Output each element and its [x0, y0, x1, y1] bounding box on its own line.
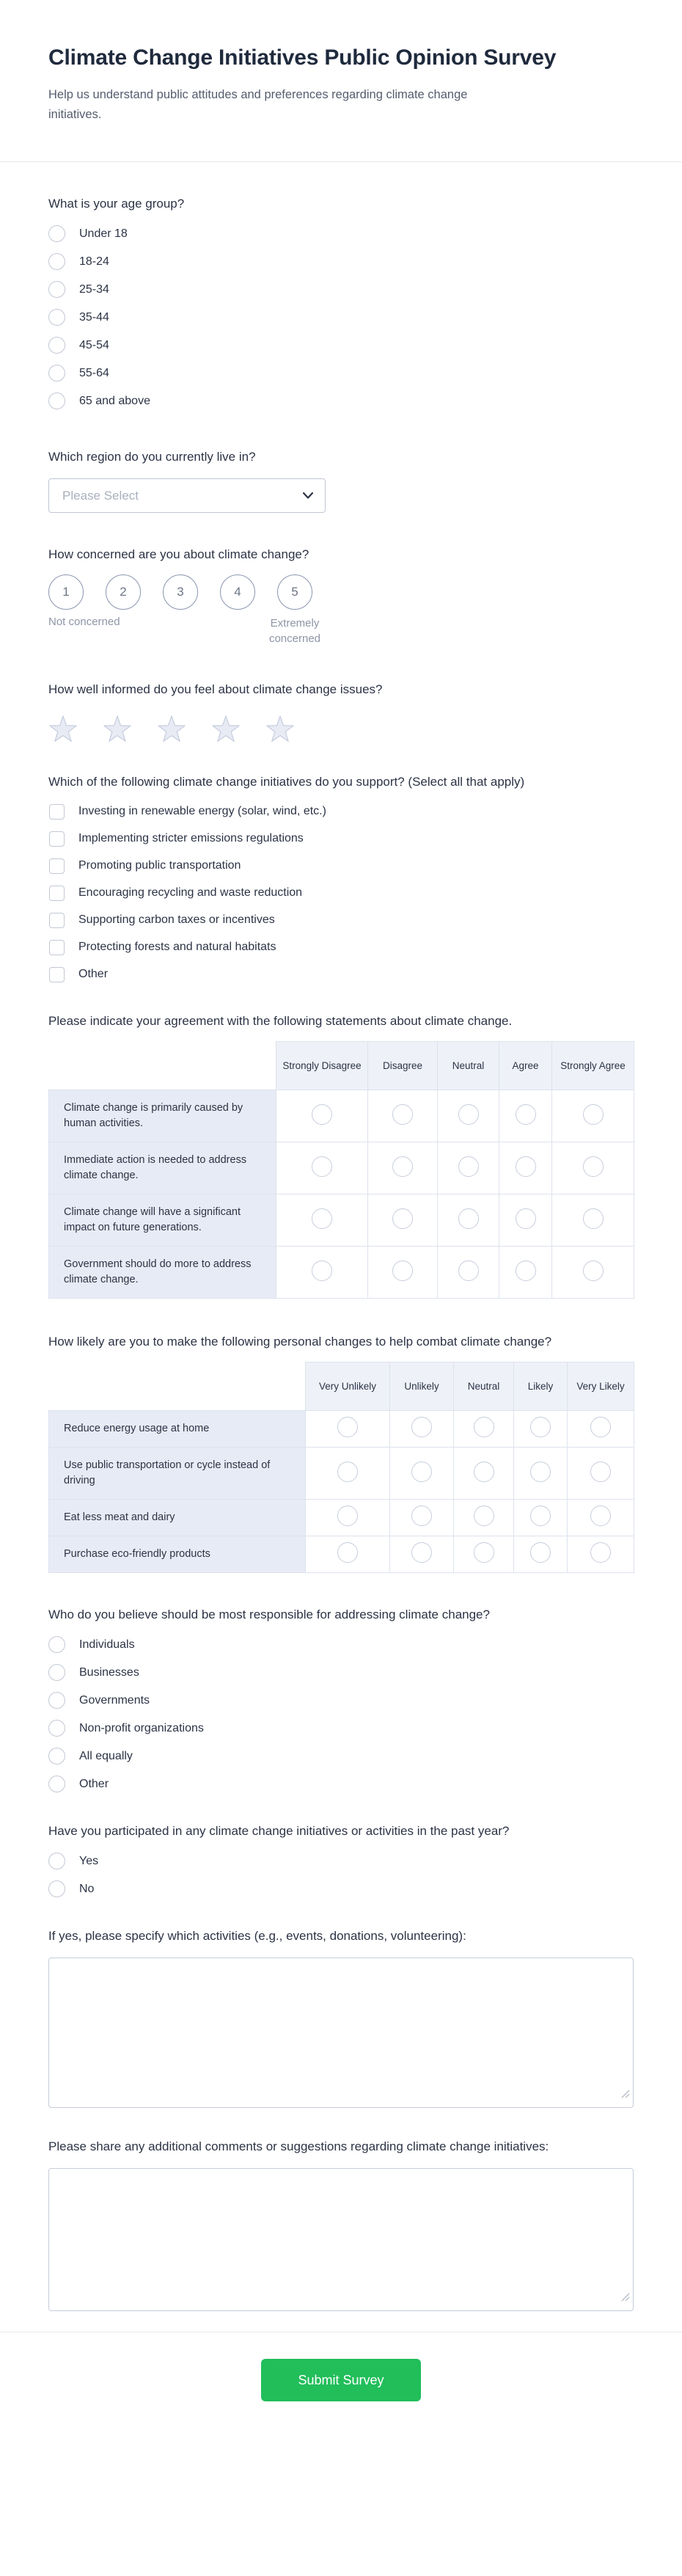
matrix-column-header-0: Very Unlikely — [306, 1362, 390, 1411]
question-participated — [48, 1822, 634, 1897]
responsible-option-5[interactable] — [48, 1776, 634, 1792]
matrix-cell — [514, 1500, 568, 1536]
question-age-group — [48, 194, 634, 409]
responsible-option-4[interactable] — [48, 1748, 634, 1765]
matrix-radio[interactable] — [516, 1156, 536, 1177]
radio-icon[interactable] — [48, 1853, 65, 1869]
option-label: 35-44 — [79, 310, 109, 324]
star-icon[interactable] — [157, 715, 186, 743]
star-rating — [48, 715, 634, 743]
matrix-cell — [276, 1194, 368, 1247]
matrix-cell — [454, 1536, 514, 1573]
matrix-radio[interactable] — [590, 1506, 611, 1526]
matrix-radio[interactable] — [312, 1156, 332, 1177]
matrix-radio[interactable] — [474, 1506, 494, 1526]
option-label: Governments — [79, 1693, 150, 1707]
form-header — [48, 0, 634, 125]
matrix-cell — [568, 1411, 634, 1448]
star-icon[interactable] — [265, 715, 295, 743]
radio-icon[interactable] — [48, 365, 65, 382]
radio-icon[interactable] — [48, 253, 65, 270]
radio-icon[interactable] — [48, 225, 65, 242]
matrix-column-header-3: Likely — [514, 1362, 568, 1411]
matrix-cell — [499, 1090, 552, 1142]
checkbox-icon[interactable] — [49, 831, 65, 847]
matrix-corner-cell — [49, 1042, 276, 1090]
radio-icon[interactable] — [48, 281, 65, 298]
question-label: How likely are you to make the following personal changes to help combat climate change? — [48, 1335, 552, 1349]
matrix-cell — [276, 1090, 368, 1142]
responsible-option-3[interactable] — [48, 1720, 634, 1737]
question-label: If yes, please specify which activities (e.g., events, donations, volunteering): — [48, 1929, 466, 1943]
question-label: Have you participated in any climate change initiatives or activities in the past year? — [48, 1824, 510, 1838]
comments-textarea[interactable] — [48, 2168, 634, 2311]
scale-max-label: Extremely concerned — [268, 617, 321, 645]
matrix-cell — [514, 1536, 568, 1573]
matrix-cell — [390, 1500, 454, 1536]
matrix-radio[interactable] — [474, 1542, 494, 1563]
checkbox-icon[interactable] — [49, 967, 65, 982]
matrix-row-2 — [49, 1500, 634, 1536]
option-label: Promoting public transportation — [78, 859, 241, 872]
resize-handle-icon[interactable] — [621, 2292, 630, 2305]
question-likelihood-matrix — [48, 1332, 634, 1573]
question-region — [48, 448, 634, 513]
age-option-2[interactable] — [48, 281, 634, 298]
scale-circle-5[interactable]: 5 — [277, 574, 312, 610]
checkbox-icon[interactable] — [49, 940, 65, 955]
matrix-cell — [390, 1448, 454, 1500]
matrix-cell — [438, 1142, 499, 1194]
matrix-cell — [552, 1194, 634, 1247]
matrix-radio[interactable] — [583, 1104, 604, 1125]
agreement-matrix-table — [48, 1041, 634, 1299]
matrix-radio[interactable] — [590, 1462, 611, 1482]
matrix-radio[interactable] — [411, 1462, 432, 1482]
matrix-row-label: Use public transportation or cycle instead of driving — [49, 1448, 306, 1500]
matrix-cell — [390, 1536, 454, 1573]
option-label: All equally — [79, 1749, 133, 1762]
matrix-cell — [390, 1411, 454, 1448]
star-icon[interactable] — [103, 715, 132, 743]
matrix-cell — [514, 1411, 568, 1448]
question-initiatives — [48, 773, 634, 982]
matrix-cell — [306, 1500, 390, 1536]
matrix-radio[interactable] — [337, 1417, 358, 1437]
radio-icon[interactable] — [48, 1636, 65, 1653]
matrix-radio[interactable] — [312, 1260, 332, 1281]
option-label: 55-64 — [79, 366, 109, 379]
matrix-radio[interactable] — [516, 1260, 536, 1281]
option-label: Encouraging recycling and waste reduction — [78, 886, 303, 899]
matrix-radio[interactable] — [583, 1156, 604, 1177]
initiatives-option-0[interactable] — [48, 803, 634, 820]
chevron-down-icon — [303, 492, 313, 499]
responsible-option-1[interactable] — [48, 1664, 634, 1681]
option-label: Non-profit organizations — [79, 1721, 204, 1734]
matrix-cell — [454, 1448, 514, 1500]
age-options — [48, 225, 634, 409]
matrix-radio[interactable] — [458, 1104, 479, 1125]
matrix-cell — [499, 1247, 552, 1299]
matrix-column-header-2: Neutral — [438, 1042, 499, 1090]
matrix-row-label: Climate change will have a significant impact on future generations. — [49, 1194, 276, 1247]
concern-scale — [48, 574, 342, 651]
matrix-cell — [568, 1448, 634, 1500]
matrix-column-header-0: Strongly Disagree — [276, 1042, 368, 1090]
region-select-placeholder: Please Select — [62, 488, 139, 503]
matrix-radio[interactable] — [392, 1104, 413, 1125]
matrix-cell — [438, 1090, 499, 1142]
age-option-4[interactable] — [48, 337, 634, 354]
checkbox-icon[interactable] — [49, 913, 65, 928]
responsible-options — [48, 1636, 634, 1792]
matrix-radio[interactable] — [392, 1208, 413, 1229]
comments-textarea-wrap — [48, 2168, 634, 2311]
age-option-1[interactable] — [48, 253, 634, 270]
matrix-column-header-1: Unlikely — [390, 1362, 454, 1411]
participated-options — [48, 1853, 634, 1897]
initiatives-option-4[interactable] — [48, 912, 634, 928]
question-responsible — [48, 1605, 634, 1792]
matrix-cell — [514, 1448, 568, 1500]
age-option-6[interactable] — [48, 393, 634, 409]
scale-labels — [48, 616, 342, 651]
matrix-radio[interactable] — [516, 1208, 536, 1229]
matrix-column-header-3: Agree — [499, 1042, 552, 1090]
page-subtitle: Help us understand public attitudes and preferences regarding climate change initiatives. — [48, 88, 468, 121]
matrix-radio[interactable] — [337, 1506, 358, 1526]
responsible-option-0[interactable] — [48, 1636, 634, 1653]
matrix-radio[interactable] — [530, 1506, 551, 1526]
matrix-radio[interactable] — [583, 1208, 604, 1229]
initiatives-option-3[interactable] — [48, 885, 634, 901]
option-label: 18-24 — [79, 255, 109, 268]
matrix-radio[interactable] — [530, 1542, 551, 1563]
radio-icon[interactable] — [48, 1776, 65, 1792]
matrix-cell — [499, 1194, 552, 1247]
matrix-row-label: Immediate action is needed to address climate change. — [49, 1142, 276, 1194]
question-label: Please share any additional comments or suggestions regarding climate change initiatives: — [48, 2139, 549, 2153]
initiatives-option-2[interactable] — [48, 858, 634, 874]
option-label: Other — [78, 968, 109, 980]
page-title: Climate Change Initiatives Public Opinion Survey — [48, 45, 557, 70]
scale-circle-4[interactable]: 4 — [220, 574, 255, 610]
option-label: Investing in renewable energy (solar, wind, etc.) — [78, 805, 326, 817]
submit-survey-button[interactable]: Submit Survey — [261, 2359, 421, 2401]
matrix-cell — [306, 1448, 390, 1500]
radio-icon[interactable] — [48, 1748, 65, 1765]
radio-icon[interactable] — [48, 1720, 65, 1737]
option-label: Businesses — [79, 1665, 139, 1679]
matrix-radio[interactable] — [530, 1417, 551, 1437]
scale-circles — [48, 574, 342, 610]
initiatives-options — [48, 803, 634, 982]
radio-icon[interactable] — [48, 1880, 65, 1897]
matrix-radio[interactable] — [392, 1156, 413, 1177]
option-label: No — [79, 1882, 95, 1895]
checkbox-icon[interactable] — [49, 858, 65, 874]
option-label: Implementing stricter emissions regulations — [78, 832, 304, 844]
radio-icon[interactable] — [48, 309, 65, 326]
likelihood-matrix-table — [48, 1362, 634, 1573]
matrix-cell — [568, 1536, 634, 1573]
matrix-cell — [368, 1247, 438, 1299]
question-label: Which region do you currently live in? — [48, 450, 256, 464]
matrix-radio[interactable] — [458, 1156, 479, 1177]
matrix-cell — [306, 1536, 390, 1573]
question-informed-rating — [48, 680, 634, 743]
matrix-column-header-4: Very Likely — [568, 1362, 634, 1411]
option-label: Other — [79, 1777, 109, 1790]
question-activities — [48, 1927, 634, 2108]
matrix-cell — [306, 1411, 390, 1448]
matrix-radio[interactable] — [337, 1542, 358, 1563]
matrix-radio[interactable] — [392, 1260, 413, 1281]
resize-handle-icon[interactable] — [621, 2089, 630, 2102]
matrix-radio[interactable] — [337, 1462, 358, 1482]
matrix-radio[interactable] — [516, 1104, 536, 1125]
radio-icon[interactable] — [48, 337, 65, 354]
matrix-radio[interactable] — [312, 1104, 332, 1125]
matrix-row-label: Purchase eco-friendly products — [49, 1536, 306, 1573]
option-label: 65 and above — [79, 394, 150, 407]
question-comments — [48, 2137, 634, 2311]
star-icon[interactable] — [211, 715, 241, 743]
matrix-cell — [454, 1411, 514, 1448]
option-label: Supporting carbon taxes or incentives — [78, 913, 275, 926]
matrix-row-label: Government should do more to address climate change. — [49, 1247, 276, 1299]
matrix-row-1 — [49, 1142, 634, 1194]
question-label: Please indicate your agreement with the following statements about climate change. — [48, 1014, 513, 1028]
matrix-row-label: Climate change is primarily caused by human activities. — [49, 1090, 276, 1142]
matrix-radio[interactable] — [411, 1506, 432, 1526]
question-label: Which of the following climate change initiatives do you support? (Select all that apply) — [48, 775, 525, 789]
checkbox-icon[interactable] — [49, 886, 65, 901]
question-label: What is your age group? — [48, 197, 185, 211]
matrix-radio[interactable] — [590, 1417, 611, 1437]
question-label: Who do you believe should be most responsible for addressing climate change? — [48, 1608, 490, 1621]
initiatives-option-6[interactable] — [48, 966, 634, 982]
option-label: Yes — [79, 1854, 99, 1867]
question-label: How concerned are you about climate change? — [48, 547, 309, 561]
matrix-cell — [276, 1142, 368, 1194]
checkbox-icon[interactable] — [49, 804, 65, 820]
matrix-row-0 — [49, 1411, 634, 1448]
matrix-cell — [368, 1090, 438, 1142]
scale-min-label: Not concerned — [48, 616, 120, 628]
matrix-radio[interactable] — [411, 1417, 432, 1437]
matrix-row-2 — [49, 1194, 634, 1247]
responsible-option-2[interactable] — [48, 1692, 634, 1709]
star-icon[interactable] — [48, 715, 78, 743]
age-option-0[interactable] — [48, 225, 634, 242]
matrix-row-3 — [49, 1247, 634, 1299]
option-label: Individuals — [79, 1638, 135, 1651]
matrix-radio[interactable] — [458, 1260, 479, 1281]
matrix-cell — [438, 1247, 499, 1299]
matrix-cell — [368, 1194, 438, 1247]
matrix-cell — [552, 1090, 634, 1142]
activities-textarea-wrap — [48, 1957, 634, 2108]
activities-textarea[interactable] — [48, 1957, 634, 2108]
question-agreement-matrix — [48, 1012, 634, 1299]
option-label: 45-54 — [79, 338, 109, 351]
matrix-cell — [368, 1142, 438, 1194]
radio-icon[interactable] — [48, 393, 65, 409]
option-label: Protecting forests and natural habitats — [78, 941, 276, 953]
matrix-row-3 — [49, 1536, 634, 1573]
participated-option-0[interactable] — [48, 1853, 634, 1869]
matrix-row-label: Eat less meat and dairy — [49, 1500, 306, 1536]
initiatives-option-5[interactable] — [48, 939, 634, 955]
matrix-row-0 — [49, 1090, 634, 1142]
matrix-radio[interactable] — [458, 1208, 479, 1229]
matrix-radio[interactable] — [590, 1542, 611, 1563]
question-label: How well informed do you feel about climate change issues? — [48, 682, 383, 696]
matrix-radio[interactable] — [474, 1417, 494, 1437]
matrix-cell — [454, 1500, 514, 1536]
initiatives-option-1[interactable] — [48, 831, 634, 847]
matrix-row-label: Reduce energy usage at home — [49, 1411, 306, 1448]
radio-icon[interactable] — [48, 1692, 65, 1709]
option-label: 25-34 — [79, 282, 109, 296]
age-option-3[interactable] — [48, 309, 634, 326]
scale-circle-3[interactable]: 3 — [163, 574, 198, 610]
submit-area — [0, 2332, 682, 2438]
matrix-cell — [438, 1194, 499, 1247]
option-label: Under 18 — [79, 227, 128, 240]
question-concern-scale — [48, 545, 634, 651]
age-option-5[interactable] — [48, 365, 634, 382]
matrix-cell — [552, 1247, 634, 1299]
region-select[interactable] — [48, 478, 326, 513]
matrix-cell — [499, 1142, 552, 1194]
radio-icon[interactable] — [48, 1664, 65, 1681]
matrix-column-header-2: Neutral — [454, 1362, 514, 1411]
participated-option-1[interactable] — [48, 1880, 634, 1897]
header-divider — [0, 161, 682, 162]
matrix-corner-cell — [49, 1362, 306, 1411]
matrix-radio[interactable] — [312, 1208, 332, 1229]
matrix-radio[interactable] — [530, 1462, 551, 1482]
matrix-radio[interactable] — [474, 1462, 494, 1482]
matrix-row-1 — [49, 1448, 634, 1500]
scale-circle-1[interactable]: 1 — [48, 574, 84, 610]
matrix-cell — [552, 1142, 634, 1194]
matrix-column-header-1: Disagree — [368, 1042, 438, 1090]
matrix-cell — [568, 1500, 634, 1536]
matrix-radio[interactable] — [411, 1542, 432, 1563]
matrix-cell — [276, 1247, 368, 1299]
scale-circle-2[interactable]: 2 — [106, 574, 141, 610]
matrix-column-header-4: Strongly Agree — [552, 1042, 634, 1090]
matrix-radio[interactable] — [583, 1260, 604, 1281]
